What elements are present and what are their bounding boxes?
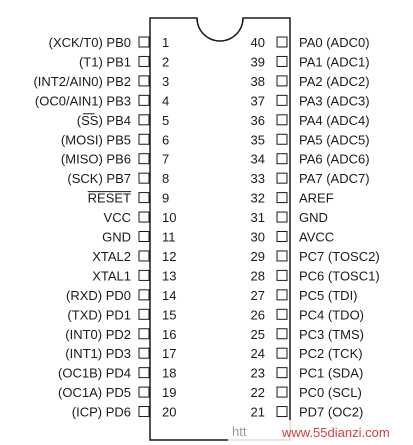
pin-name: PC6: [299, 268, 325, 284]
pin-label: [67, 171, 131, 186]
pin-12: [92, 249, 176, 264]
pin-lead: [139, 115, 149, 125]
pin-lead: [277, 56, 287, 66]
pin-number: 21: [250, 404, 265, 420]
pin-number: 22: [250, 385, 265, 401]
pin-number: 8: [162, 171, 170, 187]
pin-lead: [277, 173, 287, 183]
pin-alt-function: (SCL): [324, 385, 362, 401]
pin-number: 25: [250, 326, 265, 342]
pin-label: [35, 93, 131, 108]
pin-alt-function: (OC1B): [58, 365, 106, 381]
pin-name: PB2: [106, 73, 131, 89]
pin-number: 3: [162, 73, 170, 89]
pin-alt-function: (ADC0): [322, 35, 370, 50]
watermark-prefix: htt: [232, 424, 247, 439]
pin-number: 4: [162, 93, 170, 109]
pin-number: 11: [162, 229, 176, 245]
pin-alt-function: (ADC5): [322, 132, 370, 148]
pin-lead: [139, 368, 149, 378]
pin-label: [102, 230, 131, 245]
pin-number: 26: [250, 307, 265, 323]
pin-lead: [139, 212, 149, 222]
pin-lead: [277, 329, 287, 339]
pin-alt-function: (TDO): [324, 307, 365, 323]
pin-alt-function: (INT2/AIN0): [33, 73, 107, 89]
pin-alt-function: (ICP): [71, 404, 106, 420]
pin-label: [92, 268, 131, 283]
pin-name: PC5: [299, 287, 325, 303]
pin-name: GND: [102, 229, 131, 245]
pin-name: RESET: [87, 190, 131, 206]
pin-label: [299, 152, 370, 167]
pin-name: PB1: [106, 54, 131, 70]
pin-label: [299, 288, 358, 303]
pin-alt-function: (TMS): [324, 326, 365, 342]
pin-lead: [277, 115, 287, 125]
pin-label: [299, 191, 334, 206]
pin-name: PA4: [299, 112, 323, 128]
pin-name: PA2: [299, 73, 323, 89]
pin-number: 29: [250, 248, 265, 264]
pin-label: [299, 307, 364, 322]
pin-lead: [277, 232, 287, 242]
pin-label: [58, 385, 131, 400]
pin-label: [92, 249, 131, 264]
pin-alt-function: (OC0/AIN1): [34, 93, 107, 109]
pin-label: [104, 210, 131, 225]
pin-11: [102, 230, 175, 245]
pin-number: 10: [162, 210, 177, 226]
pin-name: PC2: [299, 346, 325, 362]
pin-alt-function: (ADC2): [322, 73, 370, 89]
pin-lead: [139, 37, 149, 47]
pin-number: 1: [162, 35, 170, 50]
pin-number: 30: [250, 229, 265, 245]
pin-number: 39: [250, 54, 265, 70]
pin-lead: [277, 193, 287, 203]
pin-name: PD0: [105, 287, 131, 303]
pin-label: [77, 113, 131, 128]
pin-number: 20: [162, 404, 177, 420]
pin-lead: [277, 212, 287, 222]
pin-label: [299, 210, 328, 225]
pin-number: 28: [250, 268, 265, 284]
pin-name: GND: [299, 210, 328, 226]
pin-number: 15: [162, 307, 177, 323]
pin-lead: [139, 348, 149, 358]
pin-alt-function: (MOSI): [60, 132, 107, 148]
pin-number: 40: [250, 35, 265, 50]
pin-number: 36: [250, 112, 265, 128]
pin-label: [299, 74, 370, 89]
pin-number: 31: [250, 210, 265, 226]
pin-label: [299, 35, 370, 50]
pin-alt-function: (T1): [78, 54, 107, 70]
pin-alt-function: (ADC6): [322, 151, 370, 167]
pin-label: [66, 288, 131, 303]
pin-alt-function: (SDA): [324, 365, 364, 381]
pin-alt-function: (XCK/T0): [48, 35, 107, 50]
pin-alt-function: (INT0): [65, 326, 106, 342]
pin-name: PB6: [106, 151, 131, 167]
pin-name: PD7: [299, 404, 325, 420]
pin-alt-function: (OC1A): [58, 385, 106, 401]
pin-number: 24: [250, 346, 265, 362]
pin-number: 16: [162, 326, 177, 342]
pin-alt-function: (ADC3): [322, 93, 370, 109]
pin-label: [299, 54, 370, 69]
pin-number: 12: [162, 248, 177, 264]
pin-name: PD6: [105, 404, 131, 420]
pin-name: AVCC: [299, 229, 335, 245]
pin-lead: [139, 193, 149, 203]
pin-name: PC4: [299, 307, 325, 323]
pin-alt-function: (TXD): [67, 307, 106, 323]
pin-number: 6: [162, 132, 170, 148]
pin-alt-function: (MISO): [60, 151, 107, 167]
pin-lead: [139, 407, 149, 417]
pin-name: PB4: [106, 112, 131, 128]
pin-name: PC3: [299, 326, 325, 342]
pin-label: [299, 132, 370, 147]
pin-name: PD2: [105, 326, 131, 342]
pin-number: 18: [162, 365, 177, 381]
pin-lead: [139, 309, 149, 319]
pin-label: [299, 171, 370, 186]
pin-label: [299, 385, 362, 400]
pin-label: [299, 249, 380, 264]
pin-label: [65, 327, 131, 342]
pin-name: PC1: [299, 365, 325, 381]
pin-name: PB3: [106, 93, 131, 109]
pin-name: PD3: [105, 346, 131, 362]
pin-number: 32: [250, 190, 265, 206]
pin-lead: [277, 387, 287, 397]
pin-lead: [277, 270, 287, 280]
pin-lead: [139, 270, 149, 280]
pin-name: PA6: [299, 151, 323, 167]
pin-lead: [139, 76, 149, 86]
pin-label: [67, 307, 131, 322]
pin-label: [299, 268, 380, 283]
pin-name: PB5: [106, 132, 131, 148]
pin-label: [299, 366, 363, 381]
pin-lead: [277, 348, 287, 358]
pin-lead: [139, 56, 149, 66]
pin-alt-function: (ADC4): [322, 112, 370, 128]
pin-alt-function: (SS): [76, 112, 107, 128]
pin-lead: [277, 154, 287, 164]
pin-13: [92, 268, 176, 283]
pin-name: VCC: [103, 210, 131, 226]
pin-name: PA3: [299, 93, 323, 109]
pin-name: PB0: [106, 35, 131, 50]
pin-name: PA7: [299, 171, 323, 187]
pin-lead: [277, 368, 287, 378]
pin-number: 7: [162, 151, 170, 167]
pin-lead: [277, 76, 287, 86]
pin-name: PA5: [299, 132, 323, 148]
pin-name: PD5: [105, 385, 131, 401]
pin-number: 5: [162, 112, 170, 128]
pin-alt-function: (TCK): [324, 346, 363, 362]
pin-label: [49, 35, 131, 50]
pin-number: 27: [250, 287, 265, 303]
pin-name: XTAL2: [92, 248, 131, 264]
pin-number: 33: [250, 171, 265, 187]
pin-lead: [139, 290, 149, 300]
pin-label: [58, 366, 131, 381]
pin-label: [61, 152, 131, 167]
pin-label: [299, 230, 334, 245]
pin-10: [104, 210, 177, 225]
pin-number: 9: [162, 190, 170, 206]
pin-label: [299, 405, 363, 420]
pin-lead: [139, 95, 149, 105]
pin-alt-function: (RXD): [65, 287, 106, 303]
pin-number: 14: [162, 287, 177, 303]
pin-label: [33, 74, 131, 89]
pin-3: [33, 74, 169, 89]
pin-alt-function: (TDI): [324, 287, 358, 303]
pin-alt-function: (TOSC2): [324, 248, 380, 264]
pin-number: 23: [250, 365, 265, 381]
pin-label: [61, 132, 131, 147]
pin-4: [35, 93, 169, 108]
pin-30: [251, 230, 335, 245]
pin-lead: [277, 95, 287, 105]
pin-lead: [139, 173, 149, 183]
pin-alt-function: (OC2): [324, 404, 364, 420]
pin-alt-function: (ADC1): [322, 54, 370, 70]
pin-name: PA0: [299, 35, 323, 50]
pin-label: [299, 93, 370, 108]
pin-name: PD4: [105, 365, 131, 381]
pin-number: 37: [250, 93, 265, 109]
pin-label: [299, 327, 364, 342]
pin-label: [65, 346, 131, 361]
pin-lead: [277, 309, 287, 319]
pin-alt-function: (SCK): [67, 171, 107, 187]
pin-name: PC7: [299, 248, 325, 264]
pin-label: [299, 113, 370, 128]
pin-lead: [139, 329, 149, 339]
pin-name: PA1: [299, 54, 323, 70]
pin-number: 13: [162, 268, 177, 284]
pin-number: 35: [250, 132, 265, 148]
pin-32: [251, 191, 334, 206]
pin-number: 34: [250, 151, 265, 167]
pin-label: [79, 54, 131, 69]
pin-lead: [277, 290, 287, 300]
pin-name: PC0: [299, 385, 325, 401]
pin-number: 2: [162, 54, 170, 70]
pin-number: 19: [162, 385, 177, 401]
pin-alt-function: (ADC7): [322, 171, 370, 187]
pin-lead: [277, 37, 287, 47]
pin-label: [88, 191, 131, 206]
pin-name: XTAL1: [92, 268, 131, 284]
pin-label: [299, 346, 363, 361]
pin-alt-function: (TOSC1): [324, 268, 380, 284]
pin-lead: [139, 154, 149, 164]
pin-lead: [139, 251, 149, 261]
pin-lead: [277, 134, 287, 144]
watermark-text: www.55dianzi.com: [282, 425, 390, 440]
pin-number: 38: [250, 73, 265, 89]
pin-lead: [139, 232, 149, 242]
pin-name: PD1: [105, 307, 131, 323]
pin-number: 17: [162, 346, 177, 362]
pin-lead: [139, 387, 149, 397]
pin-name: AREF: [299, 190, 334, 206]
pin-lead: [277, 407, 287, 417]
pin-lead: [277, 251, 287, 261]
pin-label: [72, 405, 131, 420]
pin-lead: [139, 134, 149, 144]
pin-name: PB7: [106, 171, 131, 187]
pin-alt-function: (INT1): [65, 346, 106, 362]
watermark: [228, 420, 413, 445]
